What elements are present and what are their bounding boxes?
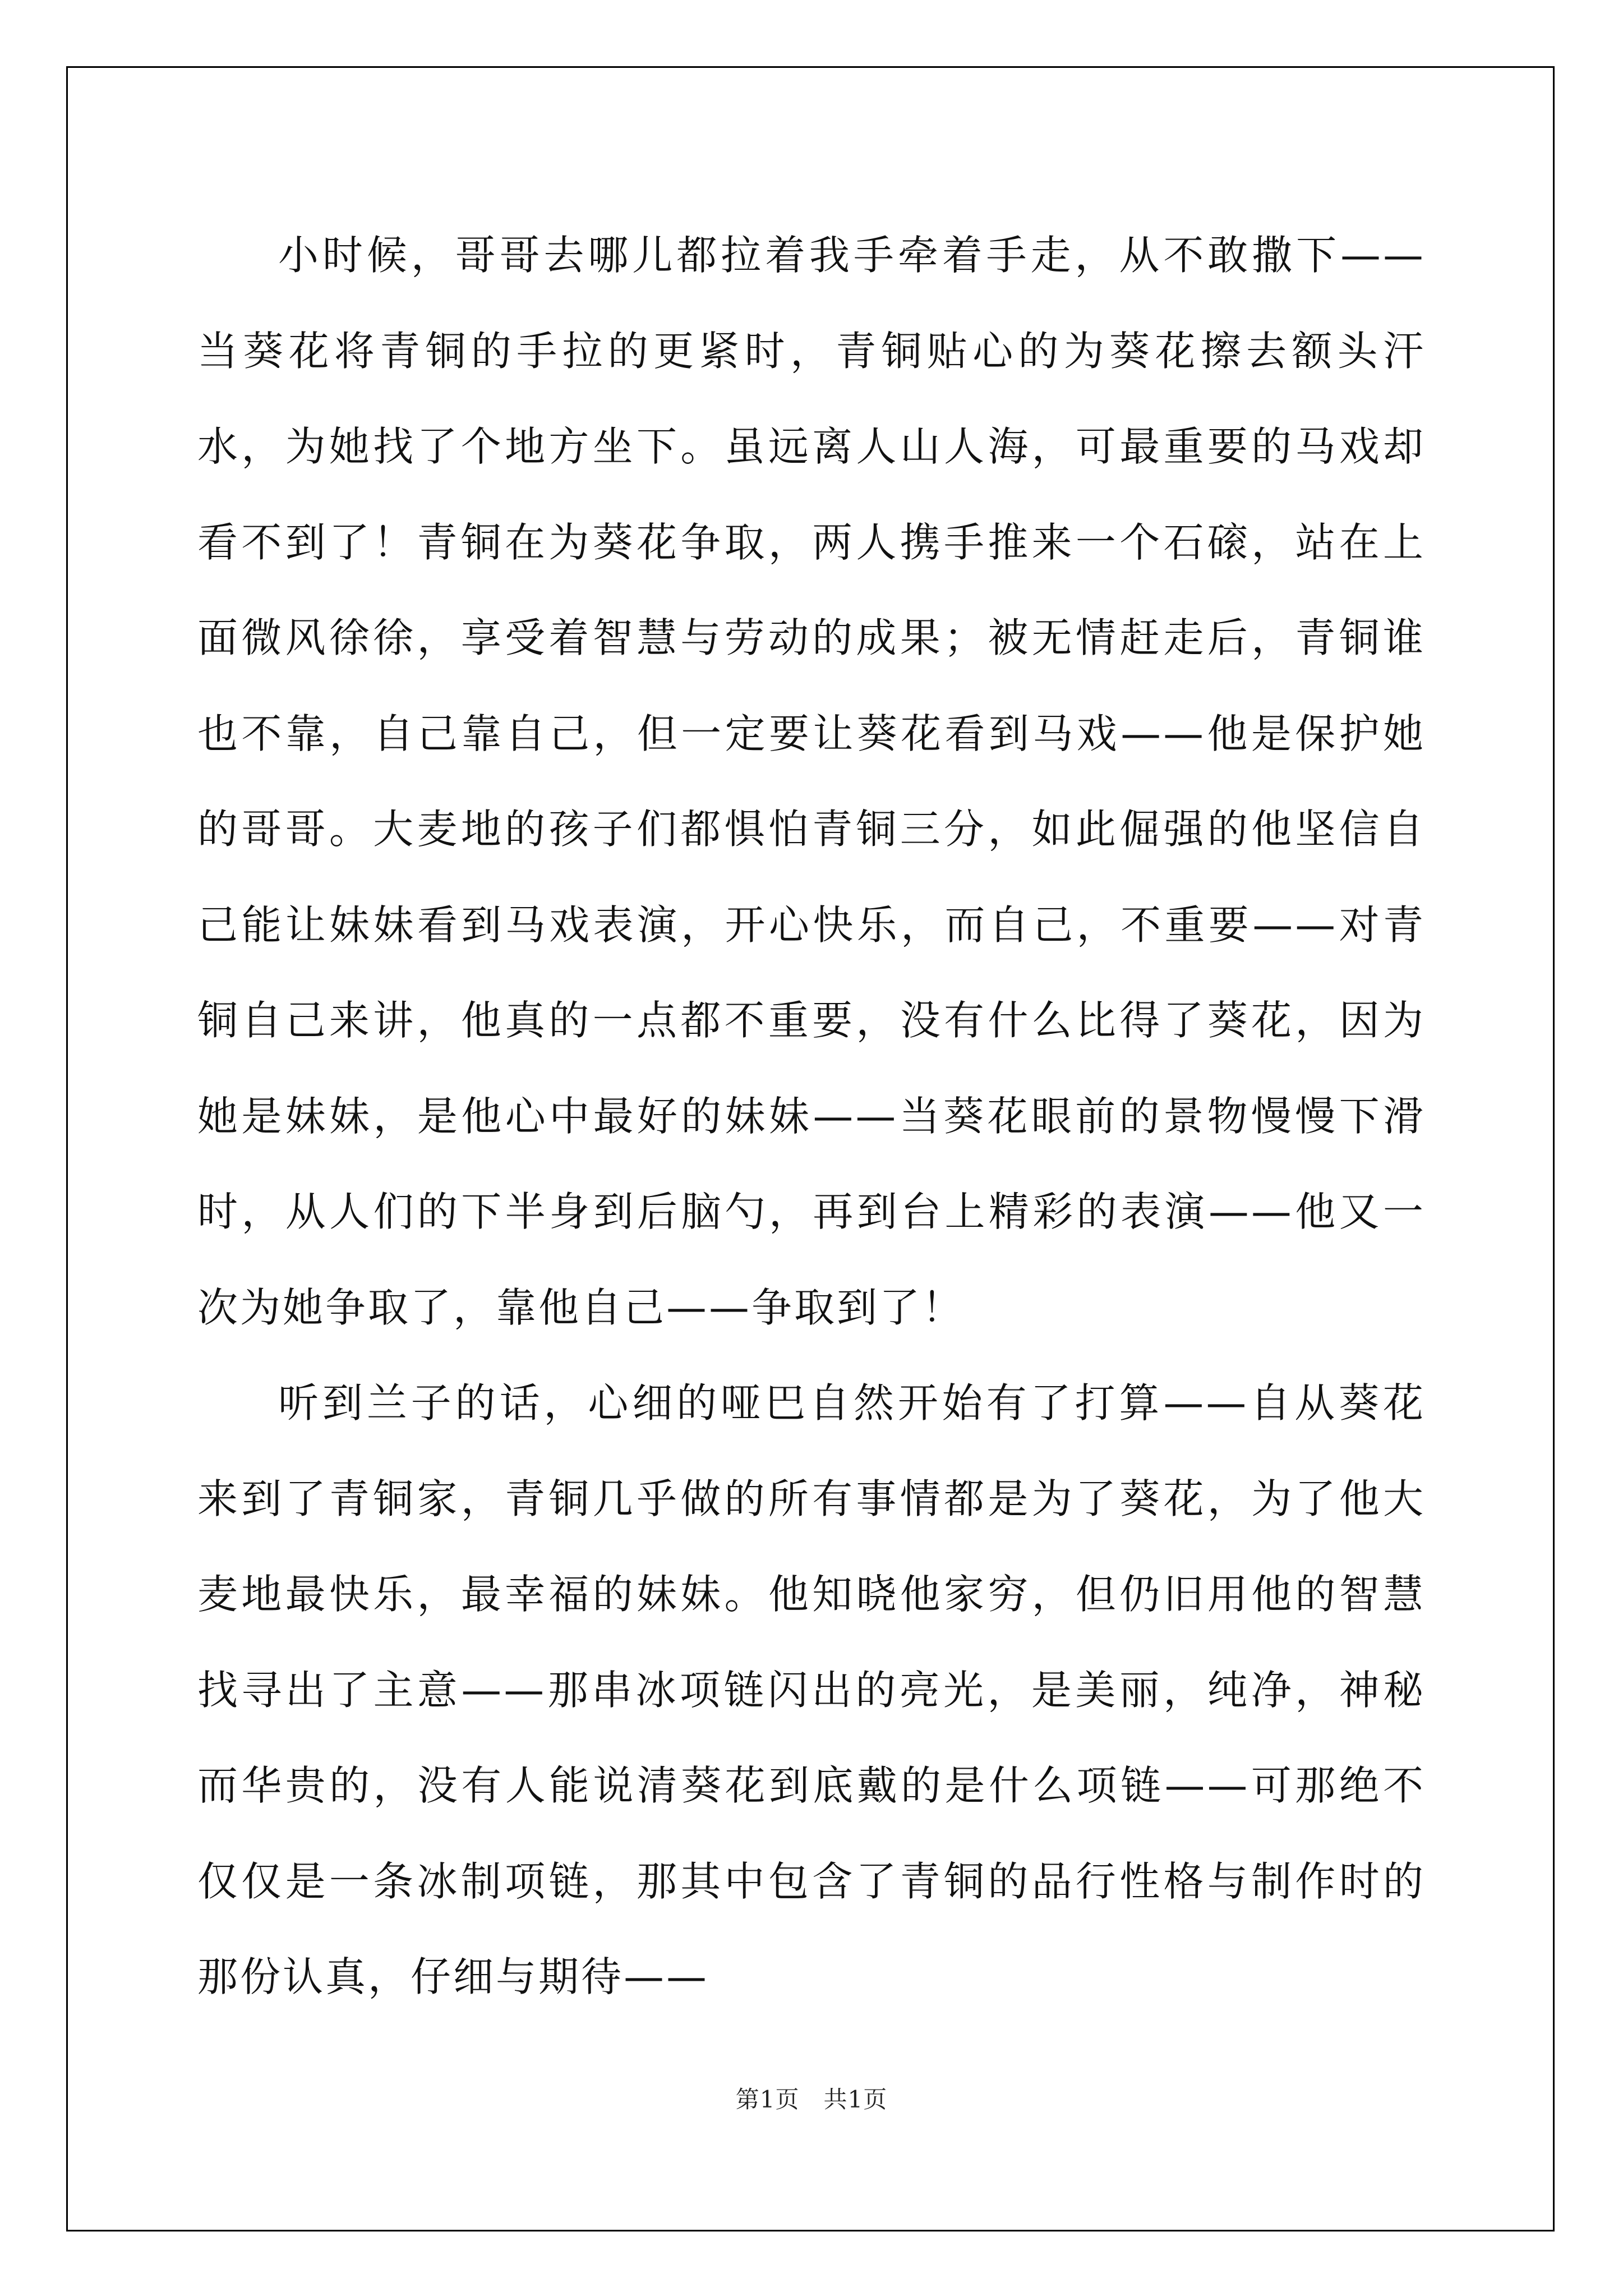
document-body [197, 208, 1426, 2025]
page-number-footer: 第1页 共1页 [735, 2086, 888, 2113]
paragraph-1: 小时候，哥哥去哪儿都拉着我手牵着手走，从不敢撒下——当葵花将青铜的手拉的更紧时，青铜贴心的为葵花擦去额头汗水，为她找了个地方坐下。虽远离人山人海，可最重要的马戏却看不到了！青铜在为葵花争取，两人携手推来一个石磙，站在上面微风徐徐，享受着智慧与劳动的成果；被无情赶走后，青铜谁也不靠，自己靠自己，但一定要让葵花看到马戏——他是保护她的哥哥。大麦地的孩子们都惧怕青铜三分，如此倔强的他坚信自己能让妹妹看到马戏表演，开心快乐，而自己，不重要——对青铜自己来讲，他真的一点都不重要，没有什么比得了葵花，因为她是妹妹，是他心中最好的妹妹——当葵花眼前的景物慢慢下滑时，从人们的下半身到后脑勺，再到台上精彩的表演——他又一次为她争取了，靠他自己——争取到了！ [197, 232, 1426, 1331]
paragraph-2: 听到兰子的话，心细的哑巴自然开始有了打算——自从葵花来到了青铜家，青铜几乎做的所有事情都是为了葵花，为了他大麦地最快乐，最幸福的妹妹。他知晓他家穷，但仍旧用他的智慧找寻出了主意——那串冰项链闪出的亮光，是美丽，纯净，神秘而华贵的，没有人能说清葵花到底戴的是什么项链——可那绝不仅仅是一条冰制项链，那其中包含了青铜的品行性格与制作时的那份认真，仔细与期待—— [197, 1379, 1426, 2000]
